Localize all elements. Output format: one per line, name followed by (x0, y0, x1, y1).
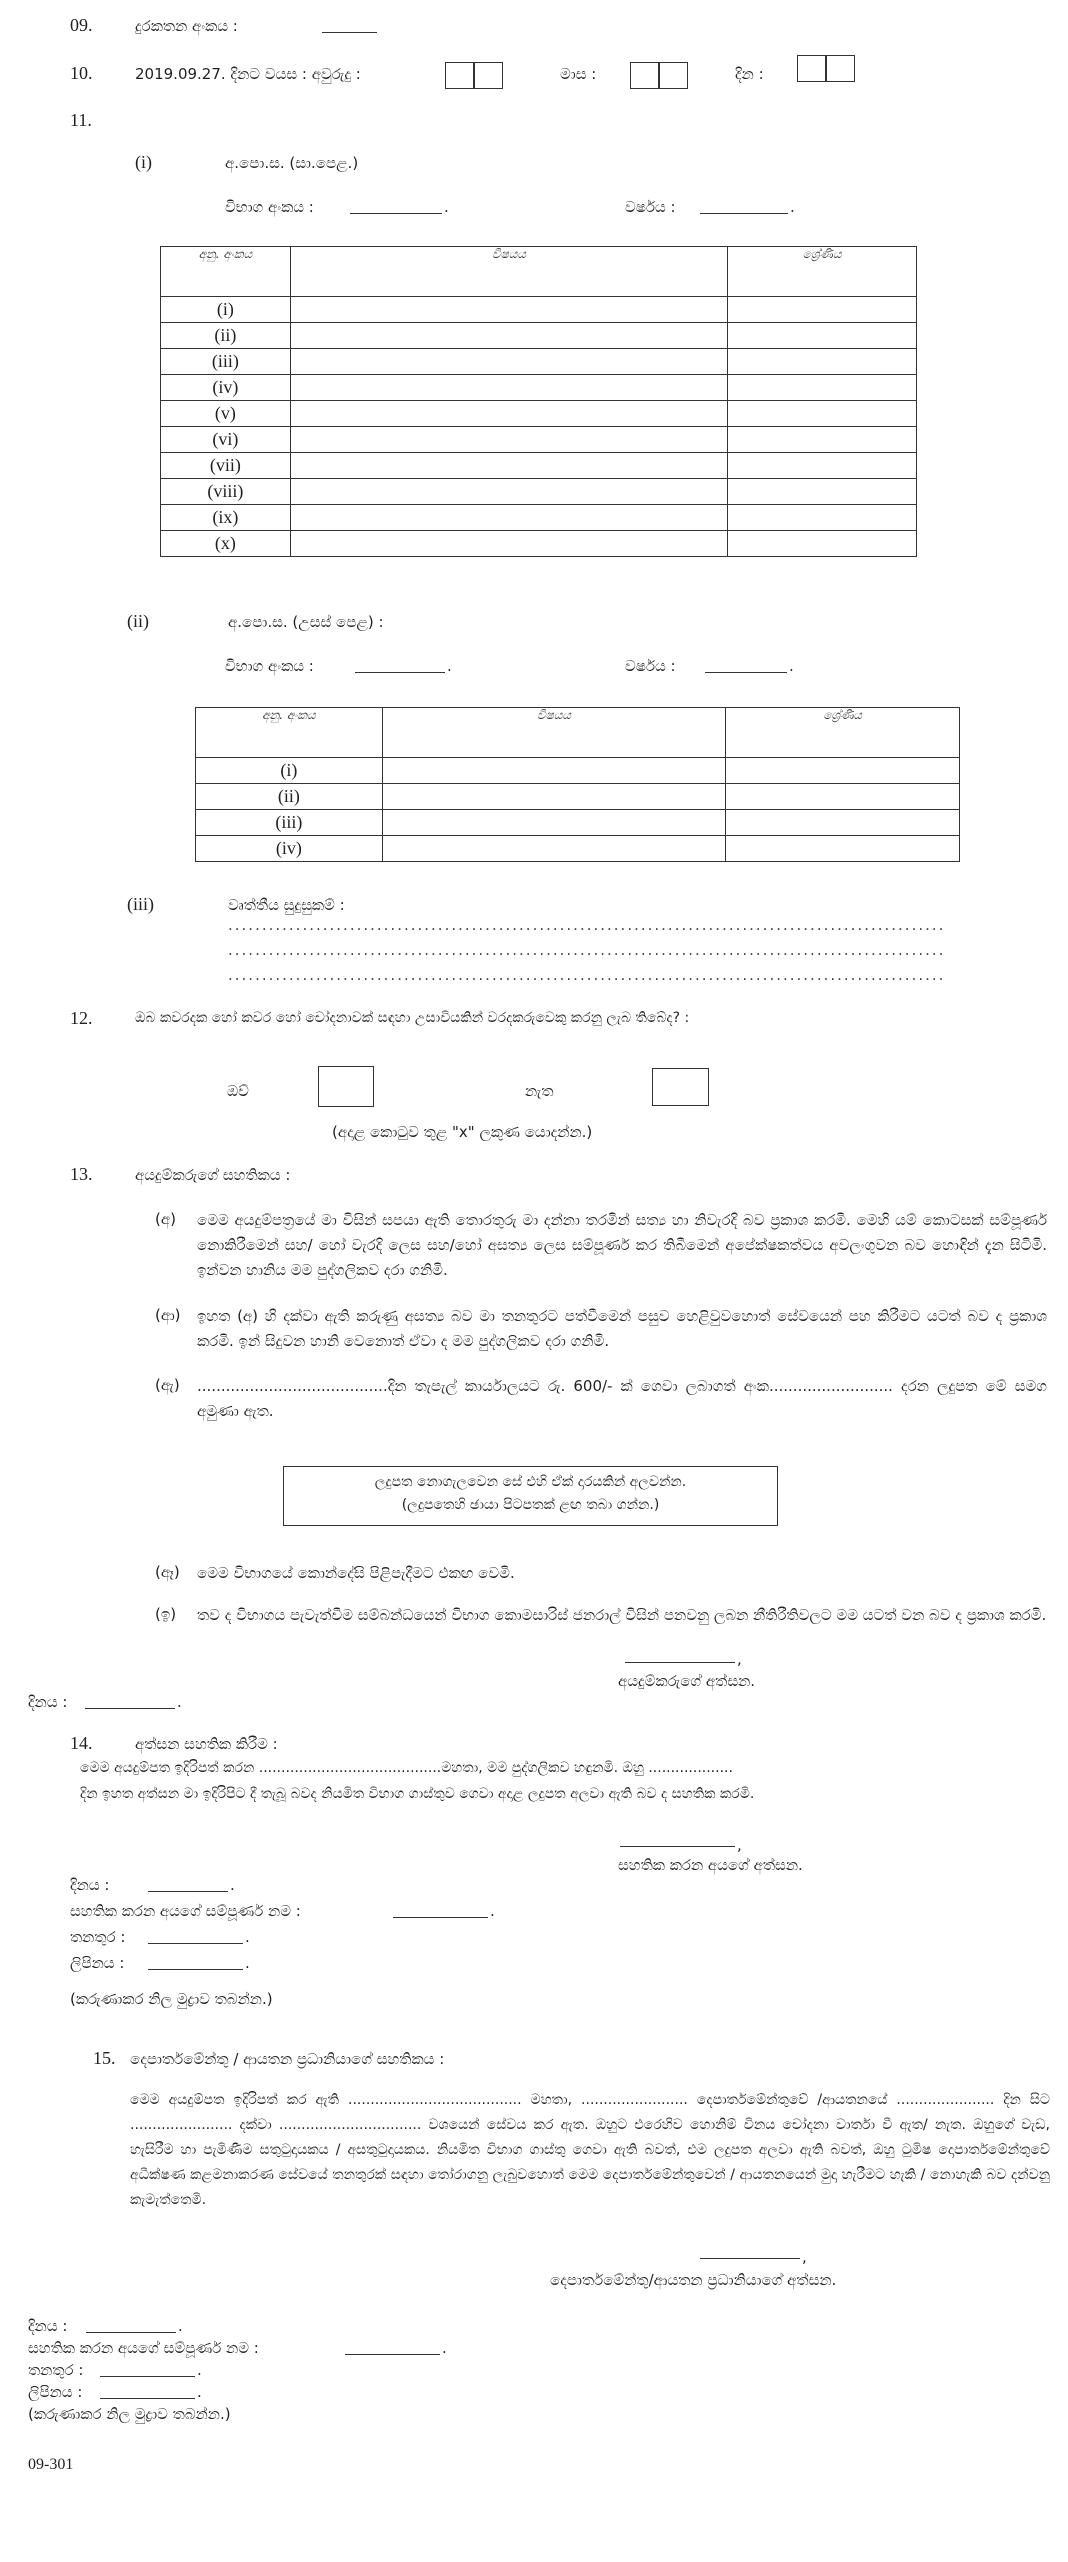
q10-age-years-label: 2019.09.27. දිනට වයස : අවුරුදු : (135, 65, 361, 83)
grade-cell[interactable] (728, 323, 917, 349)
ol-header-grade: ශ්‍රේණිය (728, 247, 917, 297)
q13-aae-label: (ඈ) (155, 1563, 180, 1581)
q12-question: ඔබ කවරදක හෝ කවර හෝ චෝදනාවක් සඳහා උසාවියකින් වරදකරුවෙකු කරනු ලැබ තිබේද? : (135, 1010, 690, 1026)
q14-date-label: දිනය : (70, 1876, 110, 1894)
q15-title: දෙපාර්තමේන්තු / ආයතන ප්‍රධානියාගේ සහතිකය : (130, 2050, 445, 2068)
subject-cell[interactable] (382, 836, 726, 862)
ol-index-field[interactable] (350, 201, 442, 214)
q14-fullname-label: සහතික කරන අයගේ සම්පූර්ණ නම : (70, 1902, 301, 1920)
al-year-field[interactable] (705, 660, 787, 673)
subject-cell[interactable] (290, 453, 727, 479)
q13-date-field[interactable] (85, 1696, 175, 1709)
ol-title: අ.පො.ස. (සා.පෙළ.) (225, 154, 359, 172)
q13-number: 13. (70, 1164, 93, 1184)
ol-year-field[interactable] (700, 201, 788, 214)
q13-i-text: තව ද විභාගය පැවැත්වීම සම්බන්ධයෙන් විභාග කොමසාරිස් ජනරාල් විසින් පනවනු ලබන නීතිරීතිවලට මම යටත් වන බව ද ප්‍රකාශ කරමි. (197, 1606, 1047, 1624)
al-header-grade: ශ්‍රේණිය (726, 708, 960, 758)
q12-instruction: (අදාළ කොටුව තුළ "x" ලකුණ යොදන්න.) (332, 1123, 593, 1141)
table-row: (ii) (196, 784, 960, 810)
ol-header-index: අනු. අංකය (161, 247, 291, 297)
q09-phone-label: දුරකතන අංකය : (135, 17, 238, 35)
q12-no-label: නැත (525, 1082, 554, 1100)
months-digit-box-1[interactable] (630, 62, 659, 89)
table-row: (ii) (161, 323, 917, 349)
grade-cell[interactable] (728, 375, 917, 401)
table-row: (i) (196, 758, 960, 784)
al-year-label: වර්ෂය : (625, 657, 676, 675)
days-digit-box-1[interactable] (797, 55, 826, 82)
table-row: (vi) (161, 427, 917, 453)
table-row: (ix) (161, 505, 917, 531)
q14-date-field[interactable] (148, 1879, 228, 1892)
q15-fullname-label: සහතික කරන අයගේ සම්පූර්ණ නම : (28, 2339, 259, 2357)
table-row: (iii) (196, 810, 960, 836)
ol-year-label: වර්ෂය : (625, 198, 676, 216)
q14-fullname-field[interactable] (393, 1905, 488, 1918)
prof-line-1[interactable]: .......................................................................................................... (228, 916, 946, 934)
q15-address-field[interactable] (100, 2386, 195, 2399)
subject-cell[interactable] (290, 297, 727, 323)
prof-roman: (iii) (127, 894, 154, 914)
applicant-signature-line[interactable] (625, 1650, 735, 1663)
q13-aa-text: ඉහත (අ) හි දක්වා ඇති කරුණු අසත්‍ය බව මා තනතුරට පත්වීමෙන් පසුව හෙළිවුවහොත් සේවයෙන් පහ කිරීමට යටත් බව ද ප්‍රකාශ කරමි. ඉන් සිදුවන හානි වෙනොත් ඒවා ද මම පුද්ගලිකව දරා ගනිමි. (197, 1307, 1047, 1350)
table-row: (vii) (161, 453, 917, 479)
al-header-subject: විෂයය (382, 708, 726, 758)
grade-cell[interactable] (728, 505, 917, 531)
subject-cell[interactable] (382, 784, 726, 810)
q13-ae-label: (ඇ) (155, 1376, 180, 1394)
q14-stamp-note: (කරුණාකර නිල මුද්‍රාව තබන්න.) (70, 1990, 273, 2008)
q12-yes-checkbox[interactable] (318, 1066, 374, 1107)
head-signature-line[interactable] (700, 2246, 800, 2259)
q13-date-label: දිනය : (28, 1693, 68, 1711)
grade-cell[interactable] (728, 427, 917, 453)
grade-cell[interactable] (726, 836, 960, 862)
table-row: (viii) (161, 479, 917, 505)
subject-cell[interactable] (382, 810, 726, 836)
q10-months-label: මාස : (560, 65, 597, 83)
q15-designation-field[interactable] (100, 2364, 195, 2377)
q09-number: 09. (70, 15, 93, 35)
q15-date-label: දිනය : (28, 2317, 68, 2335)
receipt-notice-box (283, 1466, 778, 1526)
q14-title: අත්සන සහතික කිරීම : (135, 1735, 278, 1753)
table-row: (i) (161, 297, 917, 323)
subject-cell[interactable] (382, 758, 726, 784)
q15-stamp-note: (කරුණාකර නිල මුද්‍රාව තබන්න.) (28, 2405, 231, 2423)
table-row: (x) (161, 531, 917, 557)
grade-cell[interactable] (728, 479, 917, 505)
q12-no-checkbox[interactable] (652, 1068, 709, 1106)
page-code: 09-301 (28, 2456, 74, 2473)
grade-cell[interactable] (726, 784, 960, 810)
q11-number: 11. (70, 110, 92, 130)
q14-address-field[interactable] (148, 1957, 243, 1970)
q13-a-label: (අ) (155, 1210, 176, 1228)
q14-designation-label: තනතුර : (70, 1928, 126, 1946)
q12-yes-label: ඔව් (227, 1082, 249, 1100)
q09-phone-field[interactable] (322, 20, 377, 33)
ol-header-subject: විෂයය (290, 247, 727, 297)
al-header-index: අනු. අංකය (196, 708, 383, 758)
q13-ae-text: ........................................දින තැපැල් කාර්යාලයට රු. 600/- ක් ගෙවා ලබාගත් අංක.......................... දරන ලදුපත මේ සමග අමුණා ඇත. (197, 1377, 1047, 1420)
q15-date-field[interactable] (86, 2320, 176, 2333)
subject-cell[interactable] (290, 323, 727, 349)
prof-line-2[interactable]: .......................................................................................................... (228, 941, 946, 959)
q14-designation-field[interactable] (148, 1931, 243, 1944)
q13-aa-label: (ආ) (155, 1306, 181, 1324)
grade-cell[interactable] (728, 401, 917, 427)
grade-cell[interactable] (726, 810, 960, 836)
months-digit-box-2[interactable] (659, 62, 688, 89)
al-roman: (ii) (127, 611, 149, 631)
notice-line-2: (ලදුපතෙහි ඡායා පිටපතක් ළඟ තබා ගන්න.) (401, 1497, 660, 1513)
q15-address-label: ලිපිනය : (28, 2383, 83, 2401)
table-row: (iv) (161, 375, 917, 401)
head-signature-label: දෙපාර්තමේන්තු/ආයතන ප්‍රධානියාගේ අත්සන. (550, 2271, 837, 2289)
q15-text: මෙම අයදුම්පත ඉදිරිපත් කර ඇති ....................................... මහතා, ........................ දෙපාර්තමේන්තුවේ /ආයතනයේ ...................... දින සිට ....................... දක්වා ................................ වශයෙන් සේවය කර ඇත. ඔහුට එරෙහිව හොනිම් විනය චෝදනා වාර්තා වී ඇත/ නැත. ඔහුගේ වැඩ, හැසිරීම හා පැමිණීම සතුටුදායකය / අසතුටුදායකය. නියමිත විභාග ගාස්තු ගෙවා ඇති බවත්, එම ලදුපත අලවා ඇති බවත්, ඔහු ටුමිෂ දොපාර්තමේන්තුවේ අධීක්ෂණ කළමනාකරණ සේවයේ තනතුරක් සඳහා තෝරාගනු ලැබුවහොත් මෙම දෙපාර්තමේන්තුවෙන් / ආයතනයෙන් මුදා හැරීමට හැකි / නොහැකි බව දන්වනු කැමැත්තෙමි. (130, 2092, 1050, 2208)
q14-number: 14. (70, 1733, 93, 1753)
q13-aae-text: මෙම විභාගයේ කොන්දේසි පිළිපැදීමට එකඟ වෙමි. (197, 1564, 515, 1582)
certifier-signature-line[interactable] (620, 1834, 735, 1847)
table-row: (iii) (161, 349, 917, 375)
q15-fullname-field[interactable] (345, 2342, 440, 2355)
al-index-field[interactable] (355, 660, 445, 673)
years-digit-box-1[interactable] (445, 62, 474, 89)
grade-cell[interactable] (728, 531, 917, 557)
table-row: (v) (161, 401, 917, 427)
q14-address-label: ලිපිනය : (70, 1954, 125, 1972)
applicant-signature-label: අයදුම්කරුගේ අත්සන. (618, 1672, 756, 1690)
ol-index-label: විභාග අංකය : (225, 198, 314, 216)
q14-line-2: දින ඉහත අත්සන මා ඉදිරිපිට දී තැබූ බවද නියමිත විභාග ගාස්තුව ගෙවා අදාළ ලදුපත අලවා ඇති බව ද සහතික කරමි. (80, 1786, 755, 1802)
q14-line-1: මෙම අයදුම්පත ඉදිරිපත් කරන .........................................මහතා, මම පුද්ගලිකව හඳුනමි. ඔහු ................... (80, 1760, 733, 1776)
subject-cell[interactable] (290, 375, 727, 401)
days-digit-box-2[interactable] (826, 55, 855, 82)
q10-number: 10. (70, 63, 93, 83)
grade-cell[interactable] (728, 349, 917, 375)
q13-a-text: මෙම අයදුම්පත්‍රයේ මා විසින් සපයා ඇති තොරතුරු මා දන්නා තරමින් සත්‍ය හා නිවැරදි බව ප්‍රකාශ කරමි. මෙහි යම් කොටසක් සම්පූර්ණ නොකිරීමෙන් සහ/ හෝ වැරදි ලෙස සහ/හෝ අසත්‍ය ලෙස සම්පූර්ණ කර තිබීමෙන් අපේක්ෂකත්වය අවලංගුවන බව හොඳින් දැන සිටිමි. ඉන්වන හානිය මම පුද්ගලිකව දරා ගනිමි. (197, 1211, 1047, 1279)
prof-line-3[interactable]: .......................................................................................................... (228, 966, 946, 984)
grade-cell[interactable] (726, 758, 960, 784)
notice-line-1: ලදුපත නොගැලවෙන සේ එහි ඒක් දාරයකින් අලවන්න. (374, 1474, 687, 1490)
grade-cell[interactable] (728, 453, 917, 479)
grade-cell[interactable] (728, 297, 917, 323)
q15-number: 15. (93, 2048, 116, 2068)
q13-title: අයදුම්කරුගේ සහතිකය : (135, 1166, 291, 1184)
subject-cell[interactable] (290, 479, 727, 505)
subject-cell[interactable] (290, 401, 727, 427)
ol-roman: (i) (135, 152, 152, 172)
q10-days-label: දින : (735, 65, 764, 83)
ol-results-table (160, 246, 917, 557)
subject-cell[interactable] (290, 349, 727, 375)
certifier-signature-label: සහතික කරන අයගේ අත්සන. (618, 1856, 803, 1874)
q15-designation-label: තනතුර : (28, 2361, 84, 2379)
q13-i-label: (ඉ) (155, 1605, 177, 1623)
q12-number: 12. (70, 1008, 93, 1028)
subject-cell[interactable] (290, 427, 727, 453)
subject-cell[interactable] (290, 531, 727, 557)
al-index-label: විභාග අංකය : (225, 657, 314, 675)
al-results-table (195, 707, 960, 862)
years-digit-box-2[interactable] (474, 62, 503, 89)
table-row: (iv) (196, 836, 960, 862)
subject-cell[interactable] (290, 505, 727, 531)
prof-title: වෘත්තීය සුදුසුකම් : (228, 896, 345, 914)
al-title: අ.පො.ස. (උසස් පෙළ) : (228, 613, 384, 631)
